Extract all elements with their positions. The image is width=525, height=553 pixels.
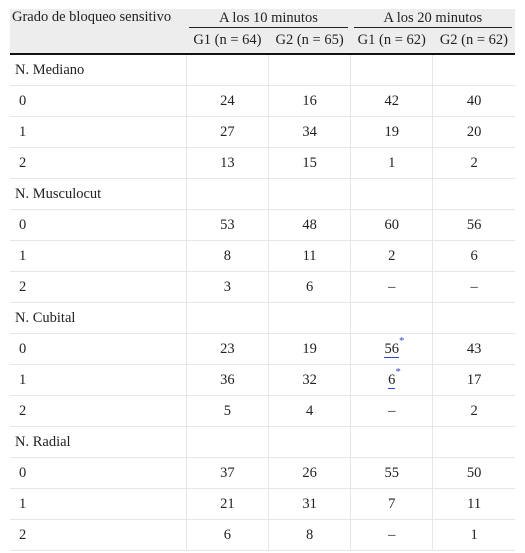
value-cell: 8 bbox=[186, 241, 268, 272]
value-cell: 31 bbox=[268, 489, 350, 520]
section-row bbox=[10, 54, 515, 86]
table-row bbox=[10, 396, 515, 427]
footnote-link[interactable]: * bbox=[395, 365, 401, 378]
table-row bbox=[10, 489, 515, 520]
value-cell bbox=[351, 365, 433, 396]
grade-cell: 2 bbox=[10, 272, 186, 303]
grade-cell: 0 bbox=[10, 210, 186, 241]
table-row bbox=[10, 458, 515, 489]
value-cell: 27 bbox=[186, 117, 268, 148]
grade-cell: 0 bbox=[10, 334, 186, 365]
value-cell: 55 bbox=[351, 458, 433, 489]
value-cell: 1 bbox=[433, 520, 515, 551]
value-cell: 19 bbox=[351, 117, 433, 148]
value-cell: 50 bbox=[433, 458, 515, 489]
value-text: 56 bbox=[384, 340, 399, 357]
table-row bbox=[10, 334, 515, 365]
col-header-g2-10: G2 (n = 65) bbox=[268, 28, 350, 54]
table-row bbox=[10, 117, 515, 148]
grade-cell: 1 bbox=[10, 489, 186, 520]
value-cell: 11 bbox=[268, 241, 350, 272]
value-cell: 1 bbox=[351, 148, 433, 179]
grade-cell: 1 bbox=[10, 241, 186, 272]
value-cell: 43 bbox=[433, 334, 515, 365]
grade-cell: 0 bbox=[10, 458, 186, 489]
value-cell: 53 bbox=[186, 210, 268, 241]
value-cell: 17 bbox=[433, 365, 515, 396]
table-row bbox=[10, 520, 515, 551]
value-cell: 40 bbox=[433, 86, 515, 117]
grade-cell: 0 bbox=[10, 86, 186, 117]
value-cell: – bbox=[351, 520, 433, 551]
grade-cell: 1 bbox=[10, 117, 186, 148]
footnote-link[interactable]: * bbox=[398, 334, 405, 347]
value-cell: 36 bbox=[186, 365, 268, 396]
value-cell: – bbox=[433, 272, 515, 303]
table-row bbox=[10, 148, 515, 179]
section-title: N. Mediano bbox=[10, 54, 186, 86]
value-cell: 56 bbox=[433, 210, 515, 241]
value-cell: 42 bbox=[351, 86, 433, 117]
section-title: N. Cubital bbox=[10, 303, 186, 334]
value-cell: 32 bbox=[268, 365, 350, 396]
value-cell: 3 bbox=[186, 272, 268, 303]
value-cell: 26 bbox=[268, 458, 350, 489]
section-title: N. Musculocut bbox=[10, 179, 186, 210]
value-cell: 16 bbox=[268, 86, 350, 117]
value-cell: 8 bbox=[268, 520, 350, 551]
table-row bbox=[10, 272, 515, 303]
value-cell: 2 bbox=[433, 396, 515, 427]
table-row bbox=[10, 86, 515, 117]
value-cell: 24 bbox=[186, 86, 268, 117]
value-cell: 19 bbox=[268, 334, 350, 365]
value-cell: 13 bbox=[186, 148, 268, 179]
table-row bbox=[10, 241, 515, 272]
value-cell: 20 bbox=[433, 117, 515, 148]
group-header-10min: A los 10 minutos bbox=[186, 9, 350, 28]
value-cell: 2 bbox=[433, 148, 515, 179]
stub-header: Grado de bloqueo sensitivo bbox=[10, 9, 186, 28]
value-cell: 6 bbox=[433, 241, 515, 272]
value-cell: 11 bbox=[433, 489, 515, 520]
value-cell: 6 bbox=[268, 272, 350, 303]
value-cell: 37 bbox=[186, 458, 268, 489]
stub-header-spacer bbox=[10, 28, 186, 54]
value-cell: 21 bbox=[186, 489, 268, 520]
value-text: 6 bbox=[388, 371, 396, 388]
table-row bbox=[10, 365, 515, 396]
value-cell: – bbox=[351, 396, 433, 427]
value-cell: 4 bbox=[268, 396, 350, 427]
col-header-g2-20: G2 (n = 62) bbox=[433, 28, 515, 54]
section-title: N. Radial bbox=[10, 427, 186, 458]
value-cell: 5 bbox=[186, 396, 268, 427]
grade-cell: 1 bbox=[10, 365, 186, 396]
group-header-20min: A los 20 minutos bbox=[351, 9, 515, 28]
col-header-g1-20: G1 (n = 62) bbox=[351, 28, 433, 54]
sensory-block-table bbox=[10, 9, 515, 551]
col-header-g1-10: G1 (n = 64) bbox=[186, 28, 268, 54]
value-cell: 15 bbox=[268, 148, 350, 179]
table-row bbox=[10, 210, 515, 241]
value-cell: – bbox=[351, 272, 433, 303]
grade-cell: 2 bbox=[10, 396, 186, 427]
value-cell: 34 bbox=[268, 117, 350, 148]
value-cell: 23 bbox=[186, 334, 268, 365]
section-row bbox=[10, 179, 515, 210]
value-cell: 2 bbox=[351, 241, 433, 272]
grade-cell: 2 bbox=[10, 520, 186, 551]
value-cell: 7 bbox=[351, 489, 433, 520]
grade-cell: 2 bbox=[10, 148, 186, 179]
value-cell: 6 bbox=[186, 520, 268, 551]
value-cell: 48 bbox=[268, 210, 350, 241]
value-cell bbox=[351, 334, 433, 365]
section-row bbox=[10, 427, 515, 458]
value-cell: 60 bbox=[351, 210, 433, 241]
section-row bbox=[10, 303, 515, 334]
